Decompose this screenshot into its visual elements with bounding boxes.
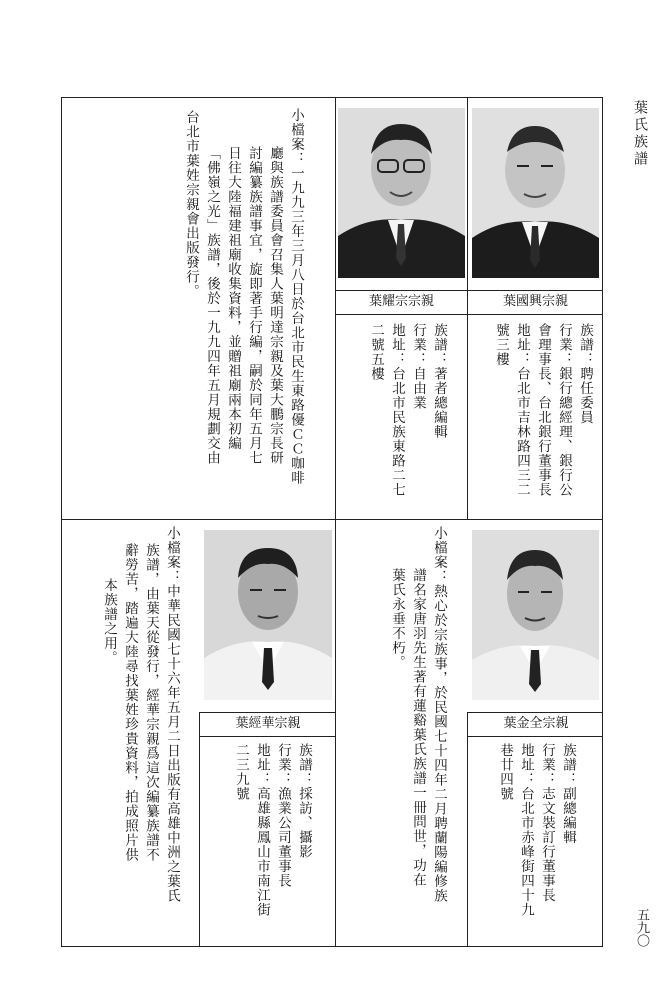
note-d-2: 譜名家唐羽先生著有蓮谿葉氏族譜一冊問世，功在 xyxy=(410,568,426,887)
ye-jinquan-line-1: 族譜：副總編輯 xyxy=(560,743,576,845)
photo-ye-guoxing xyxy=(472,108,599,278)
note-c-3: 辭勞苦，踏遍大陸尋找葉姓珍貴資料，拍成照片供 xyxy=(122,543,138,862)
note-top-5: 廳與族譜委員會召集人葉明達宗親及葉大鵬宗長研 xyxy=(267,146,283,465)
photo-ye-jinghua xyxy=(204,530,332,700)
photo-ye-jinquan xyxy=(472,530,599,700)
note-top-6: 小檔案：一九九三年三月八日於台北市民生東路優ＣＣ咖啡 xyxy=(288,108,304,485)
ye-jinghua-line-4: 二三九號 xyxy=(233,743,249,801)
ye-guoxing-line-4: 地址：台北市吉林路四三二 xyxy=(514,323,530,497)
photo-ye-yaozong xyxy=(338,108,465,278)
caption-ye-guoxing: 葉國興宗親 xyxy=(502,294,568,309)
ye-jinghua-line-3: 地址：高雄縣鳳山市南江街 xyxy=(254,743,270,917)
c-caption-line-lower xyxy=(199,736,335,737)
ye-jinghua-line-2: 行業：漁業公司董事長 xyxy=(275,743,291,888)
c-caption-line-upper xyxy=(199,712,335,713)
ye-guoxing-line-5: 號三樓 xyxy=(493,323,509,367)
top-divider-2 xyxy=(467,98,468,519)
top-divider-1 xyxy=(335,98,336,519)
ye-yaozong-line-3: 地址：台北市民族東路二七 xyxy=(389,323,405,497)
note-c-4: 本族譜之用。 xyxy=(101,578,117,665)
c-left-line xyxy=(199,712,200,946)
note-d-1: 小檔案：熱心於宗族事，於民國七十四年二月聘蘭陽編修族 xyxy=(431,526,447,903)
caption-ye-jinquan: 葉金全宗親 xyxy=(503,716,569,731)
ye-yaozong-line-2: 行業：自由業 xyxy=(410,323,426,410)
note-top-4: 討編纂族譜事宜，旋即著手行編，嗣於同年五月七 xyxy=(246,146,262,465)
ye-jinquan-line-4: 巷廿四號 xyxy=(497,743,513,801)
ye-guoxing-line-1: 族譜：聘任委員 xyxy=(577,323,593,425)
note-c-2: 族譜，由葉天從發行，經華宗親爲這次編纂族譜不 xyxy=(143,543,159,862)
note-c-1: 小檔案：中華民國七十六年五月二日出版有高雄中洲之葉氏 xyxy=(164,526,180,903)
page-frame xyxy=(61,97,603,947)
book-title: 葉氏族譜 xyxy=(632,100,648,168)
note-top-1: 台北市葉姓宗親會出版發行。 xyxy=(183,110,199,299)
d-left-line xyxy=(467,712,468,946)
note-d-3: 葉氏永垂不朽。 xyxy=(389,568,405,670)
row-divider xyxy=(62,519,602,520)
note-top-2: 「佛嶺之光」族譜，後於一九九四年五月規劃交由 xyxy=(204,146,220,465)
caption-ye-jinghua: 葉經華宗親 xyxy=(235,716,301,731)
d-caption-line-upper xyxy=(467,712,603,713)
ye-jinghua-line-1: 族譜：採訪、攝影 xyxy=(296,743,312,859)
ye-guoxing-line-2: 行業：銀行總經理、銀行公 xyxy=(556,323,572,497)
ye-jinquan-line-2: 行業：志文裝訂行董事長 xyxy=(539,743,555,903)
note-top-3: 日往大陸福建祖廟收集資料，並贈祖廟兩本初編 xyxy=(225,146,241,451)
d-caption-line-lower xyxy=(467,736,603,737)
top-caption-line-upper xyxy=(335,290,603,291)
ye-guoxing-line-3: 會理事長、台北銀行董事長 xyxy=(535,323,551,497)
caption-ye-yaozong: 葉耀宗宗親 xyxy=(368,294,434,309)
top-caption-line-lower xyxy=(335,314,603,315)
page-number: 五九〇 xyxy=(634,908,649,947)
ye-yaozong-line-1: 族譜：著者總編輯 xyxy=(431,323,447,439)
ye-jinquan-line-3: 地址：台北市赤峰街四十九 xyxy=(518,743,534,917)
ye-yaozong-line-4: 二號五樓 xyxy=(368,323,384,381)
bottom-divider-1 xyxy=(335,519,336,946)
